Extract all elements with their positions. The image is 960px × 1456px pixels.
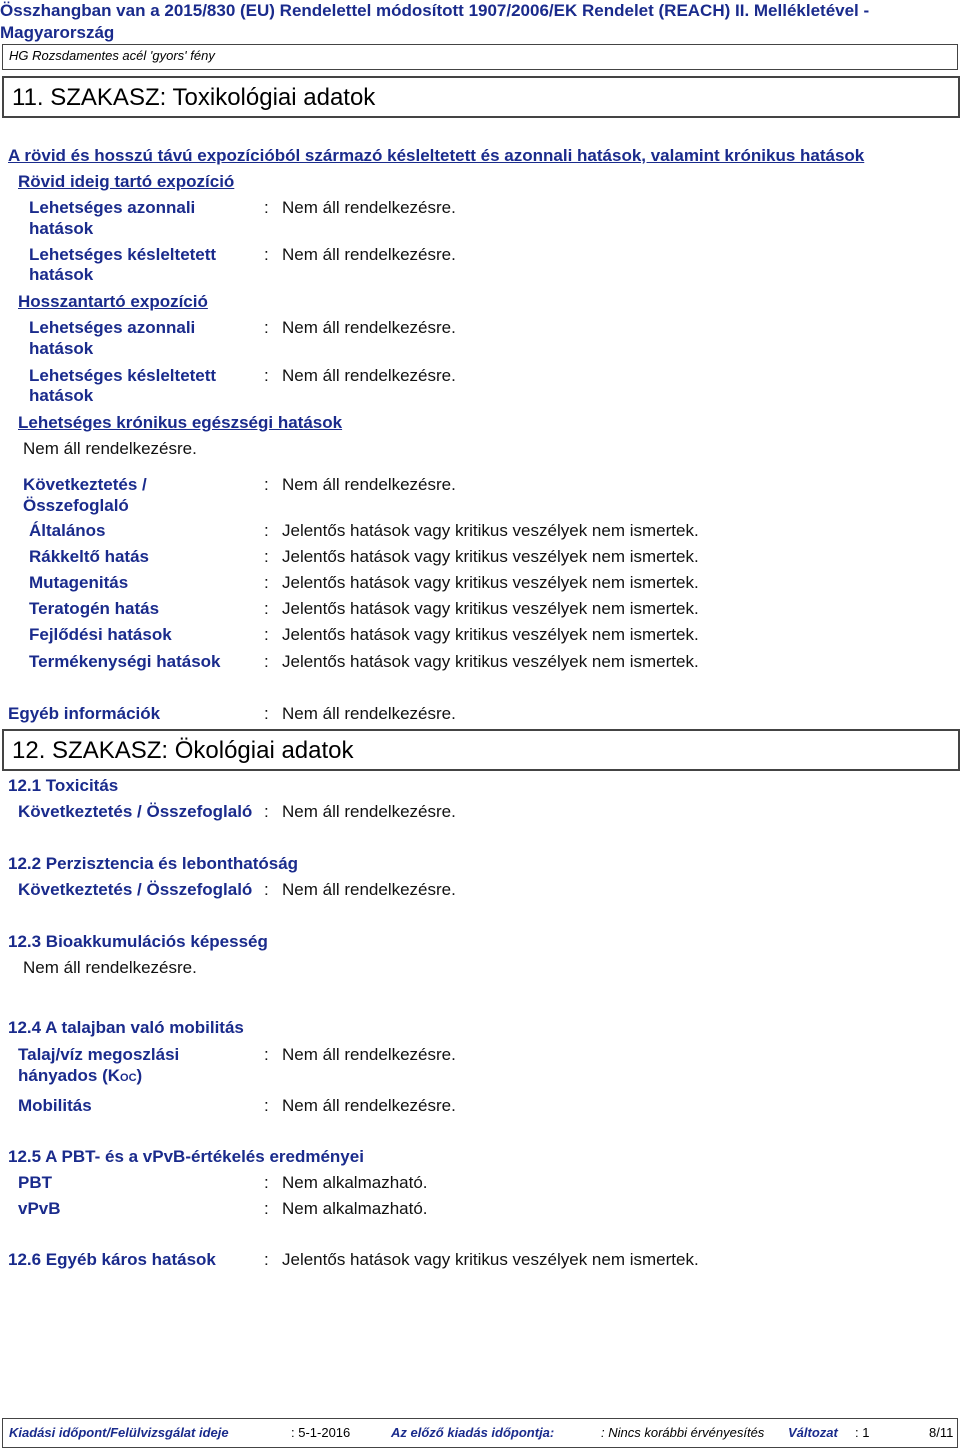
effect-label: Rákkeltő hatás: [29, 547, 149, 566]
koc-value: Nem áll rendelkezésre.: [282, 1045, 456, 1064]
colon: :: [264, 652, 269, 671]
long-delayed-label-2: hatások: [29, 386, 94, 405]
mobility-value: Nem áll rendelkezésre.: [282, 1096, 456, 1115]
effect-label: Általános: [29, 521, 106, 540]
colon: :: [264, 521, 269, 540]
effect-value: Jelentős hatások vagy kritikus veszélyek nem ismertek.: [282, 573, 699, 592]
short-immediate-value: Nem áll rendelkezésre.: [282, 198, 456, 217]
section-12-title: 12. SZAKASZ: Ökológiai adatok: [12, 737, 354, 764]
toxicity-label: Következtetés / Összefoglaló: [18, 802, 253, 821]
long-term-heading: Hosszantartó expozíció: [18, 292, 208, 311]
conclusion-label-2: Összefoglaló: [23, 496, 129, 515]
toxicity-heading: 12.1 Toxicitás: [8, 776, 119, 795]
colon: :: [264, 1096, 269, 1115]
long-delayed-label-1: Lehetséges késleltetett: [29, 366, 217, 385]
long-immediate-label-2: hatások: [29, 339, 94, 358]
conclusion-value: Nem áll rendelkezésre.: [282, 475, 456, 494]
footer-version-label: Változat: [788, 1425, 838, 1440]
effect-label: Teratogén hatás: [29, 599, 160, 618]
long-delayed-value: Nem áll rendelkezésre.: [282, 366, 456, 385]
vpvb-label: vPvB: [18, 1199, 61, 1218]
short-delayed-label-2: hatások: [29, 265, 94, 284]
effect-value: Jelentős hatások vagy kritikus veszélyek nem ismertek.: [282, 521, 699, 540]
short-term-heading: Rövid ideig tartó expozíció: [18, 172, 235, 191]
footer-issue-value: : 5-1-2016: [291, 1425, 351, 1440]
koc-label-text: hányados (K: [18, 1066, 121, 1085]
colon: :: [264, 599, 269, 618]
effect-label: Fejlődési hatások: [29, 625, 172, 644]
short-delayed-label-1: Lehetséges késleltetett: [29, 245, 217, 264]
pbt-value: Nem alkalmazható.: [282, 1173, 428, 1192]
persistence-heading: 12.2 Perzisztencia és lebonthatóság: [8, 854, 299, 873]
persistence-label: Következtetés / Összefoglaló: [18, 880, 253, 899]
conclusion-label-1: Következtetés /: [23, 475, 147, 494]
chronic-heading: Lehetséges krónikus egészségi hatások: [18, 413, 343, 432]
other-adverse-heading: 12.6 Egyéb káros hatások: [8, 1250, 216, 1269]
colon: :: [264, 198, 269, 217]
vpvb-value: Nem alkalmazható.: [282, 1199, 428, 1218]
colon: :: [264, 475, 269, 494]
effect-label: Termékenységi hatások: [29, 652, 221, 671]
section-12-header: [2, 729, 960, 771]
colon: :: [264, 625, 269, 644]
bioaccumulation-value: Nem áll rendelkezésre.: [23, 958, 197, 977]
footer-version-value: : 1: [855, 1425, 870, 1440]
effect-label: Mutagenitás: [29, 573, 129, 592]
other-info-label: Egyéb információk: [8, 704, 161, 723]
colon: :: [264, 802, 269, 821]
mobility-heading: 12.4 A talajban való mobilitás: [8, 1018, 244, 1037]
colon: :: [264, 1045, 269, 1064]
bioaccumulation-heading: 12.3 Bioakkumulációs képesség: [8, 932, 268, 951]
page-footer: [2, 1418, 958, 1448]
product-name-box: [2, 44, 958, 70]
section-11-header: [2, 76, 960, 118]
short-immediate-label-1: Lehetséges azonnali: [29, 198, 196, 217]
intro-heading: A rövid és hosszú távú expozícióból származó késleltetett és azonnali hatások, valamint krónikus hatások: [8, 146, 865, 165]
document-header-title: Összhangban van a 2015/830 (EU) Rendelettel módosított 1907/2006/EK Rendelet (REACH) II. Mellékletével - Magyarország: [0, 1, 870, 42]
long-immediate-label-1: Lehetséges azonnali: [29, 318, 196, 337]
colon: :: [264, 573, 269, 592]
koc-label-close: ): [136, 1066, 143, 1085]
footer-prev-value: : Nincs korábbi érvényesítés: [601, 1425, 765, 1440]
mobility-label: Mobilitás: [18, 1096, 92, 1115]
colon: :: [264, 704, 269, 723]
chronic-value: Nem áll rendelkezésre.: [23, 439, 197, 458]
short-delayed-value: Nem áll rendelkezésre.: [282, 245, 456, 264]
long-immediate-value: Nem áll rendelkezésre.: [282, 318, 456, 337]
toxicity-value: Nem áll rendelkezésre.: [282, 802, 456, 821]
colon: :: [264, 547, 269, 566]
colon: :: [264, 318, 269, 337]
persistence-value: Nem áll rendelkezésre.: [282, 880, 456, 899]
other-adverse-value: Jelentős hatások vagy kritikus veszélyek nem ismertek.: [282, 1250, 699, 1269]
colon: :: [264, 1250, 269, 1269]
short-immediate-label-2: hatások: [29, 219, 94, 238]
koc-label-2: [18, 1065, 142, 1089]
product-name: HG Rozsdamentes acél 'gyors' fény: [9, 48, 215, 63]
footer-issue-label: Kiadási időpont/Felülvizsgálat ideje: [9, 1425, 229, 1440]
colon: :: [264, 245, 269, 264]
colon: :: [264, 1199, 269, 1218]
colon: :: [264, 880, 269, 899]
effect-value: Jelentős hatások vagy kritikus veszélyek nem ismertek.: [282, 652, 699, 671]
footer-prev-label: Az előző kiadás időpontja:: [391, 1425, 555, 1440]
other-info-value: Nem áll rendelkezésre.: [282, 704, 456, 723]
colon: :: [264, 366, 269, 385]
effect-value: Jelentős hatások vagy kritikus veszélyek nem ismertek.: [282, 625, 699, 644]
footer-page-number: 8/11: [929, 1425, 954, 1440]
pbt-heading: 12.5 A PBT- és a vPvB-értékelés eredményei: [8, 1147, 364, 1166]
effect-value: Jelentős hatások vagy kritikus veszélyek nem ismertek.: [282, 547, 699, 566]
effect-value: Jelentős hatások vagy kritikus veszélyek nem ismertek.: [282, 599, 699, 618]
koc-subscript: OC: [120, 1072, 137, 1084]
section-11-title: 11. SZAKASZ: Toxikológiai adatok: [12, 84, 376, 111]
koc-label-1: Talaj/víz megoszlási: [18, 1045, 180, 1064]
colon: :: [264, 1173, 269, 1192]
pbt-label: PBT: [18, 1173, 52, 1192]
